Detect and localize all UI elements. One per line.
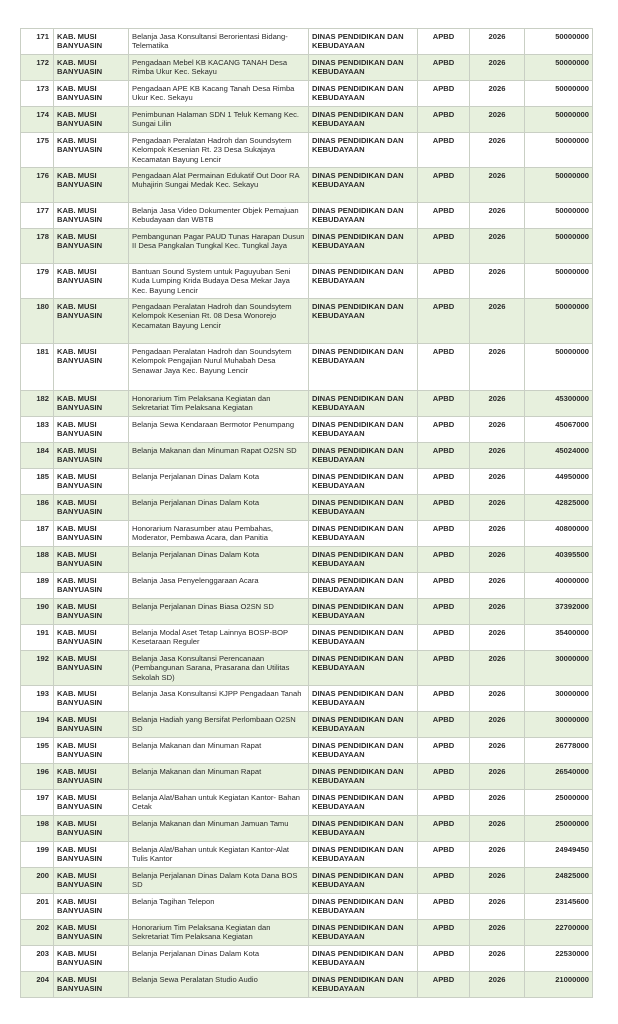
table-row [21,738,593,764]
row-number-cell: 199 [21,842,54,868]
agency-cell: DINAS PENDIDIKAN DAN KEBUDAYAAN [309,712,418,738]
agency-cell: DINAS PENDIDIKAN DAN KEBUDAYAAN [309,264,418,299]
agency-cell: DINAS PENDIDIKAN DAN KEBUDAYAAN [309,443,418,469]
activity-cell: Belanja Perjalanan Dinas Dalam Kota [129,469,309,495]
amount-cell: 50000000 [525,264,593,299]
table-row [21,417,593,443]
amount-cell: 22700000 [525,920,593,946]
table-row [21,133,593,168]
year-cell: 2026 [470,299,525,344]
year-cell: 2026 [470,203,525,229]
amount-cell: 50000000 [525,168,593,203]
agency-cell: DINAS PENDIDIKAN DAN KEBUDAYAAN [309,686,418,712]
amount-cell: 50000000 [525,107,593,133]
agency-cell: DINAS PENDIDIKAN DAN KEBUDAYAAN [309,133,418,168]
amount-cell: 26778000 [525,738,593,764]
region-cell: KAB. MUSI BANYUASIN [54,107,129,133]
year-cell: 2026 [470,842,525,868]
activity-cell: Belanja Jasa Penyelenggaraan Acara [129,573,309,599]
funding-source-cell: APBD [418,299,470,344]
funding-source-cell: APBD [418,712,470,738]
region-cell: KAB. MUSI BANYUASIN [54,738,129,764]
table-row [21,168,593,203]
row-number-cell: 197 [21,790,54,816]
amount-cell: 45067000 [525,417,593,443]
table-row [21,29,593,55]
row-number-cell: 173 [21,81,54,107]
activity-cell: Belanja Jasa Video Dokumenter Objek Pemajuan Kebudayaan dan WBTB [129,203,309,229]
table-row [21,391,593,417]
region-cell: KAB. MUSI BANYUASIN [54,203,129,229]
year-cell: 2026 [470,790,525,816]
funding-source-cell: APBD [418,81,470,107]
year-cell: 2026 [470,417,525,443]
funding-source-cell: APBD [418,107,470,133]
year-cell: 2026 [470,344,525,391]
row-number-cell: 185 [21,469,54,495]
activity-cell: Honorarium Tim Pelaksana Kegiatan dan Sekretariat Tim Pelaksana Kegiatan [129,920,309,946]
year-cell: 2026 [470,894,525,920]
row-number-cell: 186 [21,495,54,521]
region-cell: KAB. MUSI BANYUASIN [54,651,129,686]
year-cell: 2026 [470,547,525,573]
table-row [21,946,593,972]
amount-cell: 30000000 [525,651,593,686]
activity-cell: Pengadaan Peralatan Hadroh dan Soundsytem Kelompok Kesenian Rt. 08 Desa Wonorejo Kecamatan Bayung Lencir [129,299,309,344]
year-cell: 2026 [470,391,525,417]
amount-cell: 23145600 [525,894,593,920]
agency-cell: DINAS PENDIDIKAN DAN KEBUDAYAAN [309,573,418,599]
activity-cell: Belanja Makanan dan Minuman Rapat [129,738,309,764]
row-number-cell: 180 [21,299,54,344]
region-cell: KAB. MUSI BANYUASIN [54,712,129,738]
funding-source-cell: APBD [418,344,470,391]
year-cell: 2026 [470,133,525,168]
row-number-cell: 172 [21,55,54,81]
funding-source-cell: APBD [418,599,470,625]
funding-source-cell: APBD [418,764,470,790]
amount-cell: 40395500 [525,547,593,573]
row-number-cell: 196 [21,764,54,790]
amount-cell: 50000000 [525,203,593,229]
activity-cell: Belanja Jasa Konsultansi KJPP Pengadaan Tanah [129,686,309,712]
funding-source-cell: APBD [418,443,470,469]
table-row [21,625,593,651]
table-row [21,495,593,521]
agency-cell: DINAS PENDIDIKAN DAN KEBUDAYAAN [309,299,418,344]
row-number-cell: 198 [21,816,54,842]
agency-cell: DINAS PENDIDIKAN DAN KEBUDAYAAN [309,168,418,203]
table-row [21,264,593,299]
row-number-cell: 183 [21,417,54,443]
row-number-cell: 174 [21,107,54,133]
funding-source-cell: APBD [418,133,470,168]
amount-cell: 26540000 [525,764,593,790]
row-number-cell: 181 [21,344,54,391]
table-row [21,842,593,868]
table-row [21,972,593,998]
agency-cell: DINAS PENDIDIKAN DAN KEBUDAYAAN [309,81,418,107]
table-row [21,712,593,738]
table-row [21,816,593,842]
region-cell: KAB. MUSI BANYUASIN [54,573,129,599]
year-cell: 2026 [470,738,525,764]
year-cell: 2026 [470,81,525,107]
funding-source-cell: APBD [418,391,470,417]
activity-cell: Belanja Perjalanan Dinas Biasa O2SN SD [129,599,309,625]
activity-cell: Belanja Perjalanan Dinas Dalam Kota [129,547,309,573]
activity-cell: Pengadaan Alat Permainan Edukatif Out Door RA Muhajirin Sungai Medak Kec. Sekayu [129,168,309,203]
agency-cell: DINAS PENDIDIKAN DAN KEBUDAYAAN [309,547,418,573]
year-cell: 2026 [470,651,525,686]
funding-source-cell: APBD [418,573,470,599]
table-row [21,894,593,920]
activity-cell: Belanja Perjalanan Dinas Dalam Kota [129,495,309,521]
agency-cell: DINAS PENDIDIKAN DAN KEBUDAYAAN [309,738,418,764]
amount-cell: 40800000 [525,521,593,547]
table-row [21,81,593,107]
region-cell: KAB. MUSI BANYUASIN [54,168,129,203]
row-number-cell: 201 [21,894,54,920]
table-row [21,686,593,712]
amount-cell: 37392000 [525,599,593,625]
table-row [21,547,593,573]
region-cell: KAB. MUSI BANYUASIN [54,391,129,417]
year-cell: 2026 [470,264,525,299]
region-cell: KAB. MUSI BANYUASIN [54,55,129,81]
row-number-cell: 175 [21,133,54,168]
activity-cell: Honorarium Tim Pelaksana Kegiatan dan Sekretariat Tim Pelaksana Kegiatan [129,391,309,417]
activity-cell: Belanja Alat/Bahan untuk Kegiatan Kantor- Bahan Cetak [129,790,309,816]
amount-cell: 25000000 [525,790,593,816]
amount-cell: 44950000 [525,469,593,495]
amount-cell: 24949450 [525,842,593,868]
row-number-cell: 176 [21,168,54,203]
region-cell: KAB. MUSI BANYUASIN [54,842,129,868]
agency-cell: DINAS PENDIDIKAN DAN KEBUDAYAAN [309,469,418,495]
year-cell: 2026 [470,495,525,521]
funding-source-cell: APBD [418,264,470,299]
agency-cell: DINAS PENDIDIKAN DAN KEBUDAYAAN [309,842,418,868]
amount-cell: 50000000 [525,81,593,107]
agency-cell: DINAS PENDIDIKAN DAN KEBUDAYAAN [309,972,418,998]
amount-cell: 30000000 [525,686,593,712]
agency-cell: DINAS PENDIDIKAN DAN KEBUDAYAAN [309,29,418,55]
funding-source-cell: APBD [418,547,470,573]
year-cell: 2026 [470,29,525,55]
agency-cell: DINAS PENDIDIKAN DAN KEBUDAYAAN [309,55,418,81]
agency-cell: DINAS PENDIDIKAN DAN KEBUDAYAAN [309,203,418,229]
amount-cell: 35400000 [525,625,593,651]
region-cell: KAB. MUSI BANYUASIN [54,625,129,651]
amount-cell: 21000000 [525,972,593,998]
agency-cell: DINAS PENDIDIKAN DAN KEBUDAYAAN [309,894,418,920]
row-number-cell: 194 [21,712,54,738]
agency-cell: DINAS PENDIDIKAN DAN KEBUDAYAAN [309,920,418,946]
funding-source-cell: APBD [418,868,470,894]
table-row [21,651,593,686]
row-number-cell: 192 [21,651,54,686]
row-number-cell: 203 [21,946,54,972]
funding-source-cell: APBD [418,894,470,920]
table-row [21,55,593,81]
region-cell: KAB. MUSI BANYUASIN [54,816,129,842]
activity-cell: Belanja Makanan dan Minuman Rapat O2SN SD [129,443,309,469]
region-cell: KAB. MUSI BANYUASIN [54,299,129,344]
table-body [21,29,593,998]
year-cell: 2026 [470,469,525,495]
funding-source-cell: APBD [418,229,470,264]
agency-cell: DINAS PENDIDIKAN DAN KEBUDAYAAN [309,599,418,625]
table-row [21,443,593,469]
region-cell: KAB. MUSI BANYUASIN [54,972,129,998]
funding-source-cell: APBD [418,790,470,816]
row-number-cell: 191 [21,625,54,651]
year-cell: 2026 [470,229,525,264]
amount-cell: 25000000 [525,816,593,842]
region-cell: KAB. MUSI BANYUASIN [54,764,129,790]
region-cell: KAB. MUSI BANYUASIN [54,521,129,547]
agency-cell: DINAS PENDIDIKAN DAN KEBUDAYAAN [309,229,418,264]
region-cell: KAB. MUSI BANYUASIN [54,264,129,299]
row-number-cell: 189 [21,573,54,599]
region-cell: KAB. MUSI BANYUASIN [54,686,129,712]
agency-cell: DINAS PENDIDIKAN DAN KEBUDAYAAN [309,344,418,391]
amount-cell: 22530000 [525,946,593,972]
year-cell: 2026 [470,972,525,998]
amount-cell: 50000000 [525,133,593,168]
funding-source-cell: APBD [418,946,470,972]
funding-source-cell: APBD [418,495,470,521]
region-cell: KAB. MUSI BANYUASIN [54,81,129,107]
row-number-cell: 177 [21,203,54,229]
activity-cell: Penimbunan Halaman SDN 1 Teluk Kemang Kec. Sungai Lilin [129,107,309,133]
table-row [21,868,593,894]
year-cell: 2026 [470,686,525,712]
row-number-cell: 171 [21,29,54,55]
region-cell: KAB. MUSI BANYUASIN [54,29,129,55]
activity-cell: Pengadaan Peralatan Hadroh dan Soundsytem Kelompok Pengajian Nurul Muhabah Desa Senawar Jaya Kec. Bayung Lencir [129,344,309,391]
activity-cell: Belanja Makanan dan Minuman Jamuan Tamu [129,816,309,842]
agency-cell: DINAS PENDIDIKAN DAN KEBUDAYAAN [309,946,418,972]
region-cell: KAB. MUSI BANYUASIN [54,894,129,920]
table-row [21,299,593,344]
table-row [21,599,593,625]
table-row [21,573,593,599]
activity-cell: Belanja Sewa Kendaraan Bermotor Penumpang [129,417,309,443]
year-cell: 2026 [470,55,525,81]
year-cell: 2026 [470,816,525,842]
agency-cell: DINAS PENDIDIKAN DAN KEBUDAYAAN [309,651,418,686]
region-cell: KAB. MUSI BANYUASIN [54,344,129,391]
agency-cell: DINAS PENDIDIKAN DAN KEBUDAYAAN [309,868,418,894]
funding-source-cell: APBD [418,686,470,712]
amount-cell: 50000000 [525,55,593,81]
row-number-cell: 188 [21,547,54,573]
activity-cell: Pembangunan Pagar PAUD Tunas Harapan Dusun II Desa Pangkalan Tungkal Kec. Tungkal Jaya [129,229,309,264]
region-cell: KAB. MUSI BANYUASIN [54,790,129,816]
funding-source-cell: APBD [418,469,470,495]
agency-cell: DINAS PENDIDIKAN DAN KEBUDAYAAN [309,495,418,521]
funding-source-cell: APBD [418,651,470,686]
funding-source-cell: APBD [418,920,470,946]
amount-cell: 42825000 [525,495,593,521]
funding-source-cell: APBD [418,168,470,203]
activity-cell: Belanja Jasa Konsultansi Perencanaan (Pembangunan Sarana, Prasarana dan Utilitas Sekolah SD) [129,651,309,686]
row-number-cell: 178 [21,229,54,264]
row-number-cell: 195 [21,738,54,764]
agency-cell: DINAS PENDIDIKAN DAN KEBUDAYAAN [309,764,418,790]
agency-cell: DINAS PENDIDIKAN DAN KEBUDAYAAN [309,816,418,842]
region-cell: KAB. MUSI BANYUASIN [54,547,129,573]
region-cell: KAB. MUSI BANYUASIN [54,599,129,625]
table-row [21,920,593,946]
agency-cell: DINAS PENDIDIKAN DAN KEBUDAYAAN [309,107,418,133]
amount-cell: 50000000 [525,229,593,264]
table-row [21,521,593,547]
agency-cell: DINAS PENDIDIKAN DAN KEBUDAYAAN [309,417,418,443]
activity-cell: Belanja Perjalanan Dinas Dalam Kota [129,946,309,972]
funding-source-cell: APBD [418,55,470,81]
year-cell: 2026 [470,625,525,651]
activity-cell: Pengadaan APE KB Kacang Tanah Desa Rimba Ukur Kec. Sekayu [129,81,309,107]
region-cell: KAB. MUSI BANYUASIN [54,229,129,264]
year-cell: 2026 [470,712,525,738]
region-cell: KAB. MUSI BANYUASIN [54,946,129,972]
funding-source-cell: APBD [418,521,470,547]
funding-source-cell: APBD [418,816,470,842]
year-cell: 2026 [470,573,525,599]
activity-cell: Belanja Sewa Peralatan Studio Audio [129,972,309,998]
row-number-cell: 204 [21,972,54,998]
region-cell: KAB. MUSI BANYUASIN [54,417,129,443]
year-cell: 2026 [470,521,525,547]
activity-cell: Belanja Jasa Konsultansi Berorientasi Bidang-Telematika [129,29,309,55]
table-row [21,469,593,495]
row-number-cell: 200 [21,868,54,894]
table-row [21,344,593,391]
year-cell: 2026 [470,168,525,203]
table-row [21,790,593,816]
amount-cell: 50000000 [525,299,593,344]
region-cell: KAB. MUSI BANYUASIN [54,868,129,894]
region-cell: KAB. MUSI BANYUASIN [54,920,129,946]
amount-cell: 45300000 [525,391,593,417]
agency-cell: DINAS PENDIDIKAN DAN KEBUDAYAAN [309,625,418,651]
amount-cell: 50000000 [525,29,593,55]
activity-cell: Pengadaan Mebel KB KACANG TANAH Desa Rimba Ukur Kec. Sekayu [129,55,309,81]
budget-table [20,28,593,998]
funding-source-cell: APBD [418,842,470,868]
row-number-cell: 190 [21,599,54,625]
funding-source-cell: APBD [418,738,470,764]
region-cell: KAB. MUSI BANYUASIN [54,133,129,168]
amount-cell: 30000000 [525,712,593,738]
row-number-cell: 193 [21,686,54,712]
year-cell: 2026 [470,920,525,946]
row-number-cell: 182 [21,391,54,417]
row-number-cell: 202 [21,920,54,946]
activity-cell: Bantuan Sound System untuk Paguyuban Seni Kuda Lumping Krida Budaya Desa Mekar Jaya Kec. Bayung Lencir [129,264,309,299]
activity-cell: Belanja Tagihan Telepon [129,894,309,920]
activity-cell: Belanja Alat/Bahan untuk Kegiatan Kantor-Alat Tulis Kantor [129,842,309,868]
table-row [21,107,593,133]
table-row [21,229,593,264]
year-cell: 2026 [470,443,525,469]
funding-source-cell: APBD [418,972,470,998]
amount-cell: 45024000 [525,443,593,469]
year-cell: 2026 [470,946,525,972]
year-cell: 2026 [470,868,525,894]
agency-cell: DINAS PENDIDIKAN DAN KEBUDAYAAN [309,391,418,417]
activity-cell: Belanja Modal Aset Tetap Lainnya BOSP-BOP Kesetaraan Reguler [129,625,309,651]
activity-cell: Pengadaan Peralatan Hadroh dan Soundsytem Kelompok Kesenian Rt. 23 Desa Sukajaya Kecamatan Bayung Lencir [129,133,309,168]
year-cell: 2026 [470,764,525,790]
activity-cell: Belanja Perjalanan Dinas Dalam Kota Dana BOS SD [129,868,309,894]
funding-source-cell: APBD [418,203,470,229]
funding-source-cell: APBD [418,417,470,443]
agency-cell: DINAS PENDIDIKAN DAN KEBUDAYAAN [309,790,418,816]
activity-cell: Honorarium Narasumber atau Pembahas, Moderator, Pembawa Acara, dan Panitia [129,521,309,547]
year-cell: 2026 [470,599,525,625]
row-number-cell: 179 [21,264,54,299]
row-number-cell: 184 [21,443,54,469]
funding-source-cell: APBD [418,625,470,651]
amount-cell: 50000000 [525,344,593,391]
activity-cell: Belanja Makanan dan Minuman Rapat [129,764,309,790]
activity-cell: Belanja Hadiah yang Bersifat Perlombaan O2SN SD [129,712,309,738]
agency-cell: DINAS PENDIDIKAN DAN KEBUDAYAAN [309,521,418,547]
table-row [21,764,593,790]
year-cell: 2026 [470,107,525,133]
table-row [21,203,593,229]
region-cell: KAB. MUSI BANYUASIN [54,469,129,495]
region-cell: KAB. MUSI BANYUASIN [54,443,129,469]
row-number-cell: 187 [21,521,54,547]
funding-source-cell: APBD [418,29,470,55]
amount-cell: 24825000 [525,868,593,894]
region-cell: KAB. MUSI BANYUASIN [54,495,129,521]
amount-cell: 40000000 [525,573,593,599]
